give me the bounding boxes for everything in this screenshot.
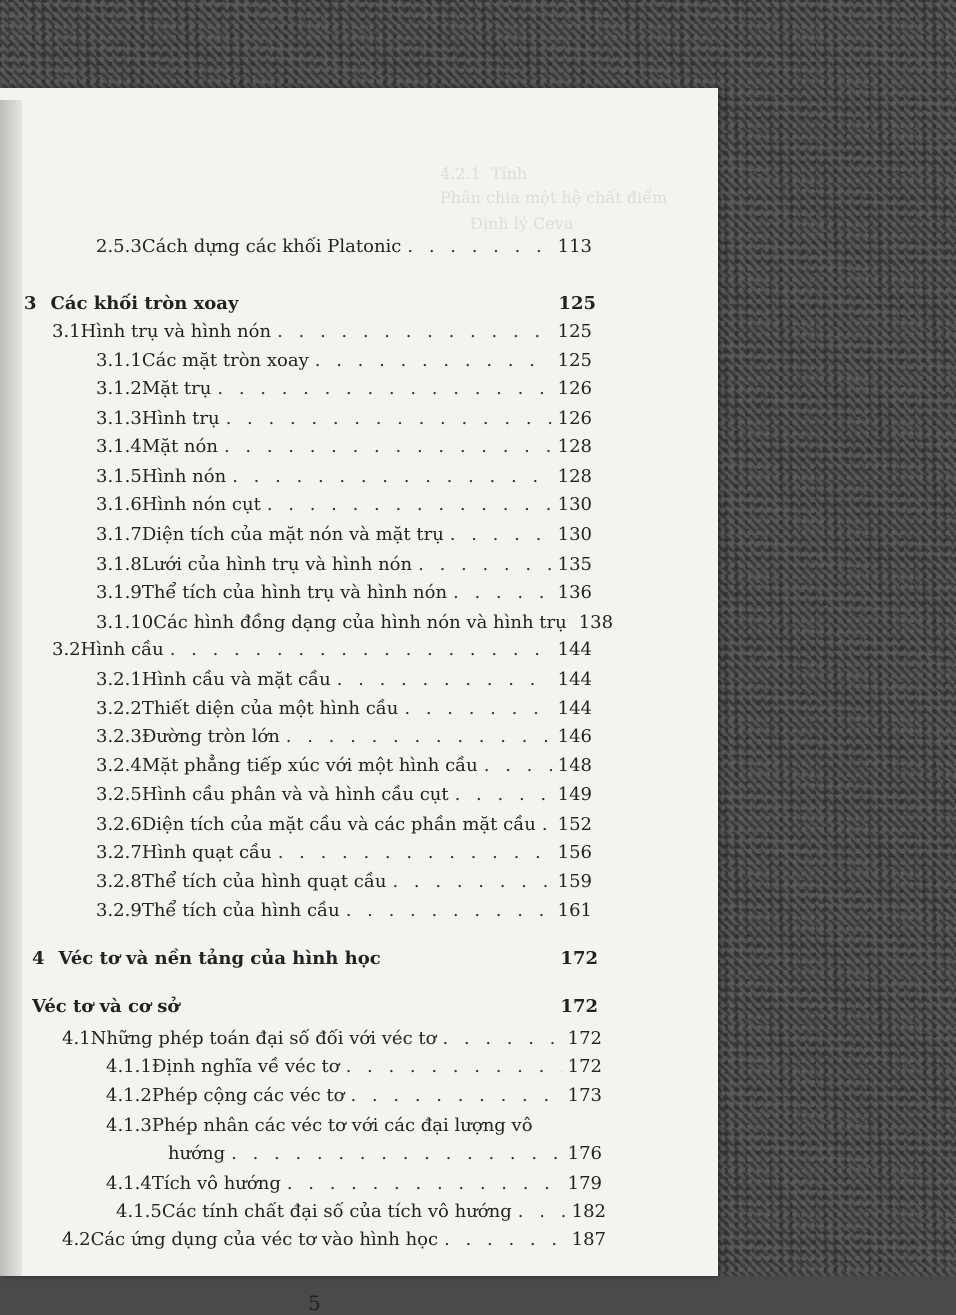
toc-entry [96, 871, 592, 892]
dot-leader [286, 726, 552, 747]
toc-entry [62, 1229, 606, 1250]
toc-entry [96, 755, 592, 776]
dot-leader [231, 1143, 562, 1164]
dot-leader [418, 554, 552, 575]
toc-entry-title: Các mặt tròn xoay [141, 350, 309, 371]
dot-leader [444, 1229, 566, 1250]
bleed-through-text: 4.2.1 Tính [440, 164, 528, 183]
toc-entry [32, 948, 598, 969]
dot-leader [170, 639, 552, 660]
dot-leader [518, 1201, 566, 1222]
toc-entry [96, 784, 592, 805]
dot-leader [484, 755, 552, 776]
toc-entry-number: 4.1.5 [116, 1201, 162, 1222]
toc-entry [96, 236, 592, 257]
toc-entry [96, 842, 592, 863]
dot-leader [224, 436, 552, 457]
toc-entry-title: Hình trụ [141, 408, 220, 429]
toc-entry-number: 3.2.2 [96, 698, 142, 719]
toc-entry-page: 125 [557, 350, 592, 371]
dot-leader [315, 350, 552, 371]
toc-entry [106, 1143, 602, 1164]
toc-entry-number: 3.1.4 [96, 436, 142, 457]
toc-entry-page: 144 [557, 698, 592, 719]
toc-entry-number: 3.1.7 [96, 524, 142, 545]
dot-leader [404, 698, 551, 719]
dot-leader [442, 1028, 561, 1049]
toc-entry-title: Phép nhân các véc tơ với các đại lượng vô [151, 1115, 533, 1136]
toc-entry-title: Các tính chất đại số của tích vô hướng [161, 1201, 512, 1222]
toc-entry-number: 3.2.8 [96, 871, 142, 892]
toc-entry-page: 125 [558, 293, 596, 314]
toc-entry-page: 126 [557, 408, 592, 429]
dot-leader [337, 669, 552, 690]
dot-leader [277, 321, 552, 342]
toc-entry-number: 4.1.1 [106, 1056, 152, 1077]
toc-entry-number: 3.1.10 [96, 612, 154, 633]
toc-entry-title: Mặt phẳng tiếp xúc với một hình cầu [141, 755, 478, 776]
toc-entry [62, 1028, 602, 1049]
dot-leader [346, 900, 552, 921]
book-page [0, 88, 718, 1315]
toc-entry-page: 173 [567, 1085, 602, 1106]
toc-entry [96, 900, 592, 921]
toc-entry-title: Véc tơ và cơ sở [32, 996, 180, 1017]
toc-entry-number: 3.1 [52, 321, 81, 342]
toc-entry [96, 436, 592, 457]
toc-entry-number: 3.1.6 [96, 494, 142, 515]
toc-entry-page: 130 [557, 494, 592, 515]
toc-entry-number: 4.1.3 [106, 1115, 152, 1136]
toc-entry-number: 4.1.2 [106, 1085, 152, 1106]
toc-entry [24, 293, 596, 314]
dot-leader [217, 378, 551, 399]
toc-entry-number: 4.1.4 [106, 1173, 152, 1194]
toc-entry-page: 125 [557, 321, 592, 342]
toc-entry-title: Định nghĩa về véc tơ [151, 1056, 340, 1077]
toc-entry [116, 1201, 606, 1222]
toc-entry-title: Thể tích của hình trụ và hình nón [141, 582, 448, 603]
toc-entry-number: 3.1.1 [96, 350, 142, 371]
toc-entry [96, 554, 592, 575]
toc-entry-page: 161 [557, 900, 592, 921]
toc-entry-page: 187 [571, 1229, 606, 1250]
toc-entry [32, 996, 598, 1017]
toc-entry [106, 1115, 592, 1136]
toc-entry-title: Hình quạt cầu [141, 842, 272, 863]
toc-entry-page: 138 [578, 612, 614, 633]
toc-entry-number: 3.2 [52, 639, 81, 660]
toc-entry-number: 3.2.6 [96, 814, 142, 835]
toc-entry [96, 669, 592, 690]
toc-entry-page: 148 [557, 755, 592, 776]
toc-entry [106, 1085, 602, 1106]
toc-entry-title: Mặt trụ [141, 378, 212, 399]
toc-entry [52, 321, 592, 342]
dot-leader [392, 871, 551, 892]
toc-entry-title: Diện tích của mặt cầu và các phần mặt cầu [141, 814, 536, 835]
toc-entry-title: Phép cộng các véc tơ [151, 1085, 345, 1106]
toc-entry [52, 639, 592, 660]
toc-entry-page: 152 [557, 814, 592, 835]
dot-leader [450, 524, 552, 545]
toc-entry [106, 1056, 602, 1077]
toc-entry [96, 494, 592, 515]
toc-entry-title: Cách dựng các khối Platonic [141, 236, 402, 257]
page-number: 5 [308, 1291, 321, 1315]
toc-entry-page: 136 [557, 582, 592, 603]
bleed-through-text: Phân chia một hệ chất điểm [440, 188, 668, 207]
toc-entry-title: Véc tơ và nền tảng của hình học [58, 948, 381, 969]
toc-entry-title: Hình nón [141, 466, 227, 487]
toc-entry-title: Đường tròn lớn [141, 726, 280, 747]
toc-entry-title: Hình cầu và mặt cầu [141, 669, 331, 690]
toc-entry-number: 3.2.3 [96, 726, 142, 747]
toc-entry-title: Thể tích của hình cầu [141, 900, 340, 921]
toc-entry [106, 1173, 602, 1194]
toc-entry-page: 126 [557, 378, 592, 399]
toc-entry [96, 582, 592, 603]
toc-entry-page: 144 [557, 669, 592, 690]
toc-entry-page: 128 [557, 436, 592, 457]
toc-entry-title: Thể tích của hình quạt cầu [141, 871, 387, 892]
toc-entry-number: 3.1.3 [96, 408, 142, 429]
toc-entry [96, 524, 592, 545]
toc-entry-title: Hình cầu phân và và hình cầu cụt [141, 784, 449, 805]
toc-entry-page: 182 [571, 1201, 606, 1222]
toc-entry-title: Các ứng dụng của véc tơ vào hình học [90, 1229, 439, 1250]
toc-entry-title: Những phép toán đại số đối với véc tơ [90, 1028, 437, 1049]
toc-entry-page: 172 [567, 1056, 602, 1077]
toc-entry-page: 159 [557, 871, 592, 892]
toc-entry-title: Thiết diện của một hình cầu [141, 698, 399, 719]
dot-leader [267, 494, 552, 515]
toc-entry-number: 3.2.5 [96, 784, 142, 805]
toc-entry-number: 3.2.4 [96, 755, 142, 776]
toc-entry-page: 135 [557, 554, 592, 575]
toc-entry [96, 726, 592, 747]
toc-entry-number: 3.2.1 [96, 669, 142, 690]
toc-entry-title: Hình trụ và hình nón [80, 321, 272, 342]
toc-entry [96, 378, 592, 399]
toc-entry-title: Hình cầu [80, 639, 164, 660]
toc-entry [96, 350, 592, 371]
bleed-through-text: Định lý Ceva [470, 214, 574, 233]
dot-leader [407, 236, 551, 257]
toc-entry-page: 172 [560, 948, 598, 969]
dot-leader [278, 842, 552, 863]
toc-entry [96, 408, 592, 429]
toc-entry-page: 149 [557, 784, 592, 805]
toc-entry-page: 113 [557, 236, 592, 257]
dot-leader [350, 1085, 561, 1106]
toc-entry-page: 176 [567, 1143, 602, 1164]
toc-entry-page: 172 [567, 1028, 602, 1049]
toc-entry-number: 2.5.3 [96, 236, 142, 257]
toc-entry-number: 3.2.9 [96, 900, 142, 921]
toc-entry [96, 698, 592, 719]
toc-entry-title: Diện tích của mặt nón và mặt trụ [141, 524, 444, 545]
page-edge-shadow [0, 100, 22, 1276]
toc-entry-title: Lưới của hình trụ và hình nón [141, 554, 413, 575]
toc-entry-number: 4.2 [62, 1229, 91, 1250]
toc-entry-page: 128 [557, 466, 592, 487]
toc-entry-number: 4.1 [62, 1028, 91, 1049]
toc-entry-number: 3 [24, 293, 37, 314]
toc-entry-page: 146 [557, 726, 592, 747]
toc-entry-number: 3.1.8 [96, 554, 142, 575]
toc-entry-number: 3.1.9 [96, 582, 142, 603]
toc-entry-page: 156 [557, 842, 592, 863]
table-of-contents [0, 88, 718, 1276]
dot-leader [232, 466, 551, 487]
toc-entry-number: 3.1.5 [96, 466, 142, 487]
dot-leader [287, 1173, 562, 1194]
toc-entry [96, 814, 592, 835]
dot-leader [346, 1056, 562, 1077]
toc-entry-page: 172 [560, 996, 598, 1017]
toc-entry-title: hướng [168, 1143, 226, 1164]
toc-entry [96, 466, 592, 487]
toc-entry-title: Mặt nón [141, 436, 218, 457]
toc-entry-title: Các hình đồng dạng của hình nón và hình trụ [153, 612, 567, 633]
toc-entry-number: 3.1.2 [96, 378, 142, 399]
toc-entry-page: 130 [557, 524, 592, 545]
toc-entry-number: 4 [32, 948, 45, 969]
dot-leader [455, 784, 552, 805]
toc-entry-number: 3.2.7 [96, 842, 142, 863]
toc-entry-page: 179 [567, 1173, 602, 1194]
dot-leader [542, 814, 552, 835]
toc-entry-page: 144 [557, 639, 592, 660]
toc-entry [96, 612, 614, 633]
dot-leader [226, 408, 552, 429]
toc-entry-title: Hình nón cụt [141, 494, 261, 515]
toc-entry-title: Các khối tròn xoay [50, 293, 239, 314]
toc-entry-title: Tích vô hướng [151, 1173, 281, 1194]
dot-leader [453, 582, 552, 603]
